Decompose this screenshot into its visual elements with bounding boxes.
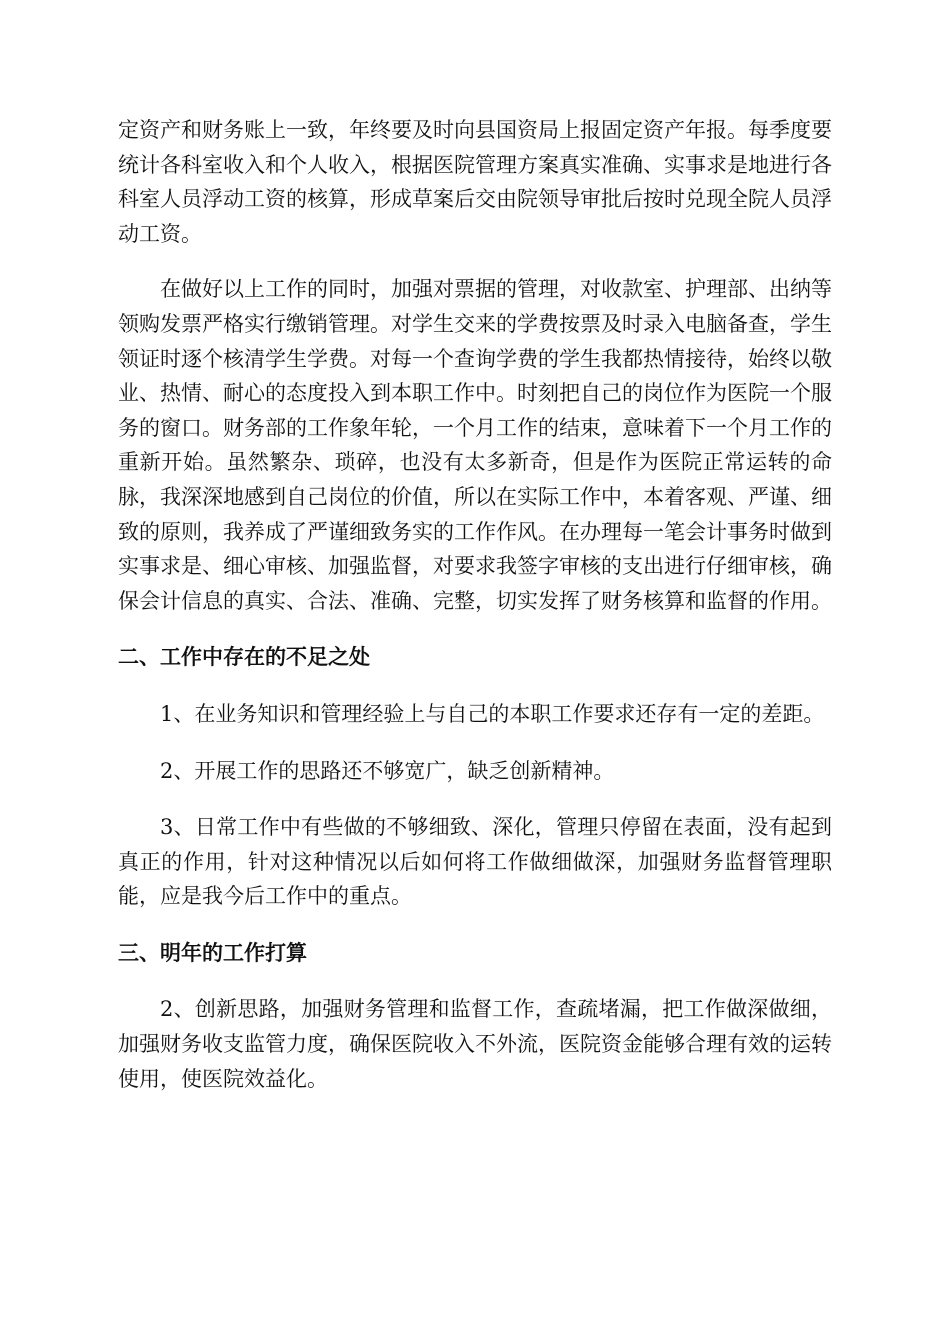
shortcoming-item-2: 2、开展工作的思路还不够宽广，缺乏创新精神。 xyxy=(160,758,615,783)
section-heading-next-year-plan: 三、明年的工作打算 xyxy=(118,940,307,965)
plan-item-2: 2、创新思路，加强财务管理和监督工作，查疏堵漏，把工作做深做细，加强财务收支监管力度，确保医院收入不外流，医院资金能够合理有效的运转使用，使医院效益化。 xyxy=(118,997,832,1091)
shortcoming-item-3: 3、日常工作中有些做的不够细致、深化，管理只停留在表面，没有起到真正的作用，针对这种情况以后如何将工作做细做深，加强财务监督管理职能，应是我今后工作中的重点。 xyxy=(118,815,832,909)
section-heading-shortcomings: 二、工作中存在的不足之处 xyxy=(118,645,370,670)
paragraph-fixed-assets: 定资产和财务账上一致，年终要及时向县国资局上报固定资产年报。每季度要统计各科室收入和个人收入，根据医院管理方案真实准确、实事求是地进行各科室人员浮动工资的核算，形成草案后交由院领导审批后按时兑现全院人员浮动工资。 xyxy=(118,118,832,246)
paragraph-bill-management: 在做好以上工作的同时，加强对票据的管理，对收款室、护理部、出纳等领购发票严格实行缴销管理。对学生交来的学费按票及时录入电脑备查，学生领证时逐个核清学生学费。对每一个查询学费的学生我都热情接待，始终以敬业、热情、耐心的态度投入到本职工作中。时刻把自己的岗位作为医院一个服务的窗口。财务部的工作象年轮，一个月工作的结束，意味着下一个月工作的重新开始。虽然繁杂、琐碎，也没有太多新奇，但是作为医院正常运转的命脉，我深深地感到自己岗位的价值，所以在实际工作中，本着客观、严谨、细致的原则，我养成了严谨细致务实的工作作风。在办理每一笔会计事务时做到实事求是、细心审核、加强监督，对要求我签字审核的支出进行仔细审核，确保会计信息的真实、合法、准确、完整，切实发挥了财务核算和监督的作用。 xyxy=(118,277,832,613)
shortcoming-item-1: 1、在业务知识和管理经验上与自己的本职工作要求还存有一定的差距。 xyxy=(160,701,825,726)
